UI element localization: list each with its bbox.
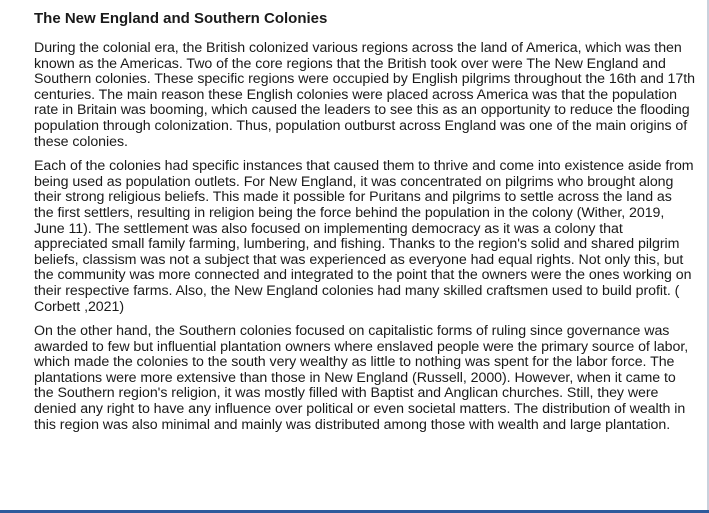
document-title: The New England and Southern Colonies xyxy=(34,10,328,27)
paragraph-intro[interactable]: During the colonial era, the British colonized various regions across the land of America, which was then known as the Americas. Two of the core regions that the British took over were The New England and Southern colonies. These specific regions were occupied by English pilgrims throughout the 16th and 17th centuries. The main reason these English colonies were placed across America was that the population rate in Britain was booming, which caused the leaders to see this as an opportunity to reduce the flooding population through colonization. Thus, population outburst across England was one of the main origins of these colonies. xyxy=(34,40,695,150)
paragraph-southern[interactable]: On the other hand, the Southern colonies focused on capitalistic forms of ruling since governance was awarded to few but influential plantation owners where enslaved people were the primary source of labor, which made the colonies to the south very wealthy as little to nothing was spent for the labor force. The plantations were more extensive than those in New England (Russell, 2000). However, when it came to the Southern region's religion, it was mostly filled with Baptist and Anglican churches. Still, they were denied any right to have any influence over political or even societal matters. The distribution of wealth in this region was also minimal and mainly was distributed among those with wealth and large plantation. xyxy=(34,323,689,433)
paragraph-new-england[interactable]: Each of the colonies had specific instances that caused them to thrive and come into existence aside from being used as population outlets. For New England, it was concentrated on pilgrims who brought along their strong religious beliefs. This made it possible for Puritans and pilgrims to settle across the land as the first settlers, resulting in religion being the force behind the population in the colony (Wither, 2019, June 11). The settlement was also focused on implementing democracy as it was a colony that appreciated small family farming, lumbering, and fishing. Thanks to the region's solid and shared pilgrim beliefs, classism was not a subject that was experienced as everyone had equal rights. Not only this, but the community was more connected and integrated to the point that the owners were the ones working on their respective farms. Also, the New England colonies had many skilled craftsmen used to build profit. ( Corbett ,2021) xyxy=(34,158,694,315)
